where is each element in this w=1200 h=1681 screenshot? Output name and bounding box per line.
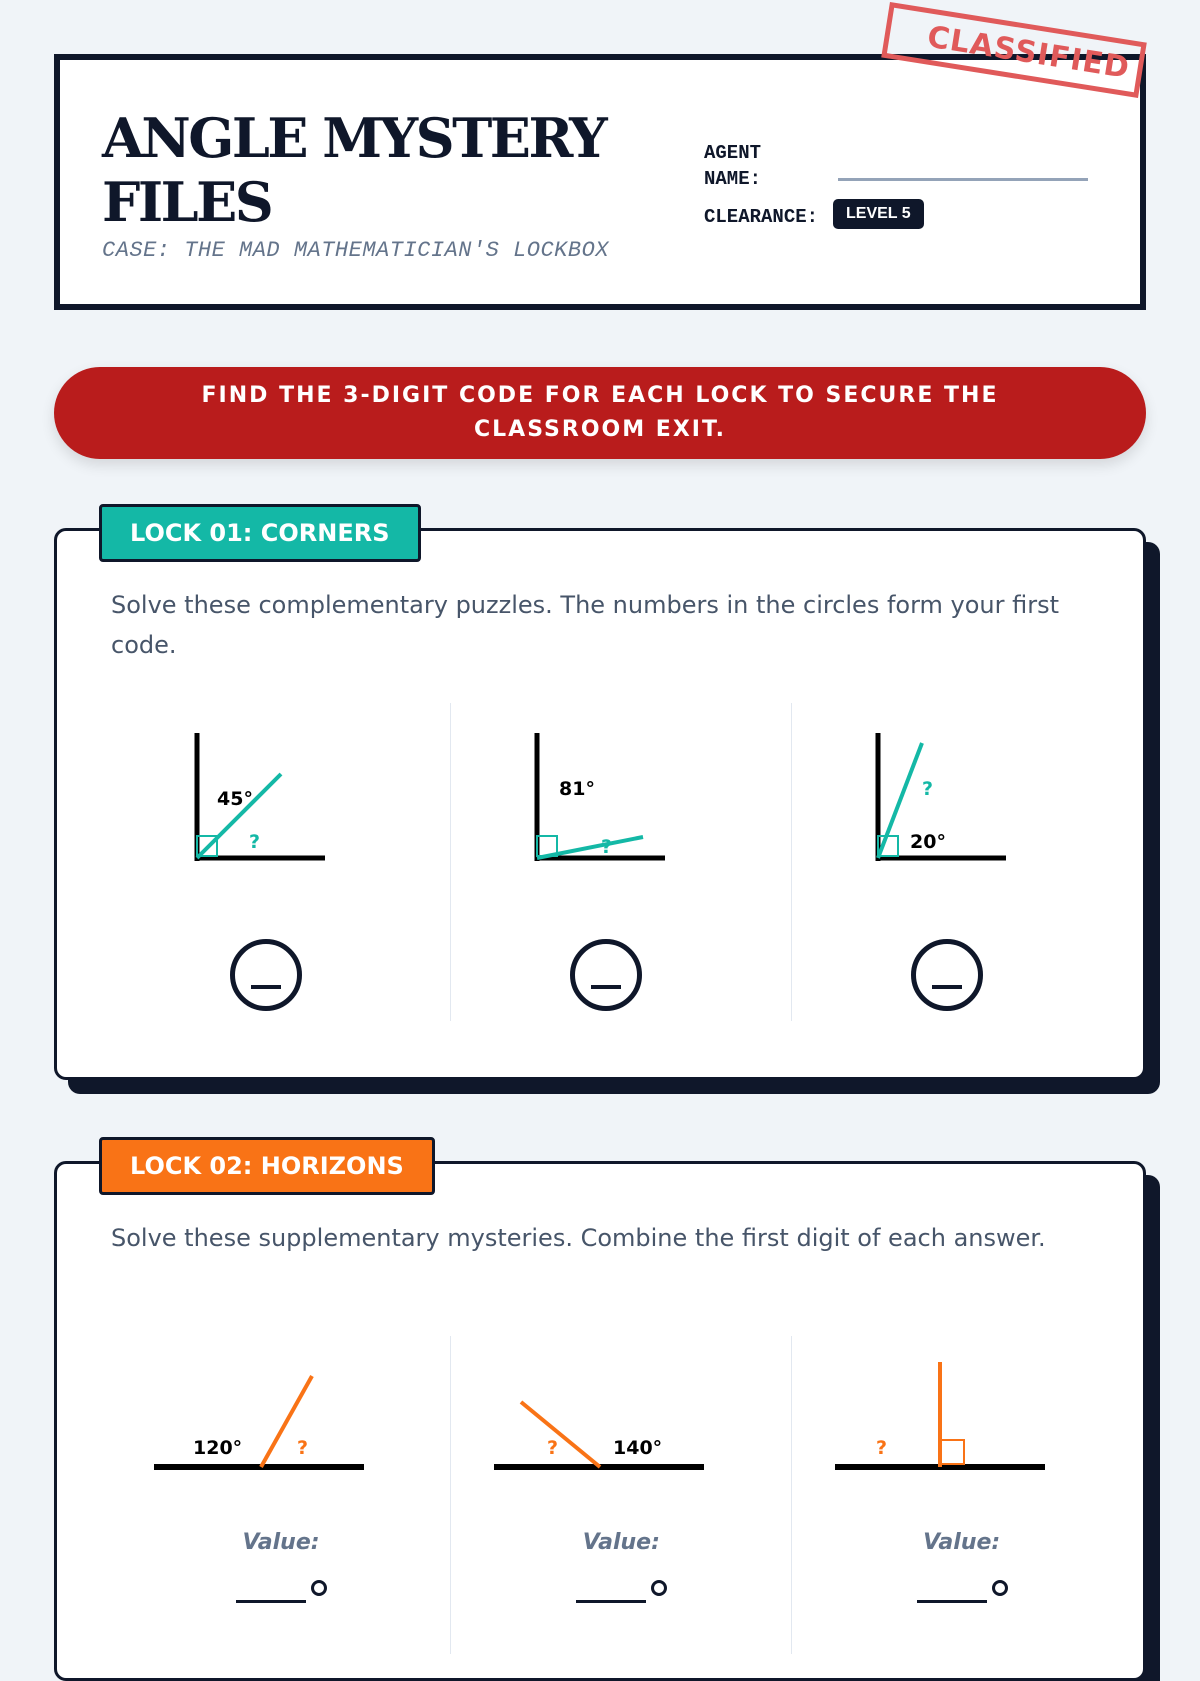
answer-blank	[932, 985, 962, 989]
value-label: Value:	[923, 1530, 1001, 1555]
supplementary-puzzle-3	[791, 1336, 1131, 1654]
clearance-level-badge: LEVEL 5	[833, 199, 924, 229]
supplementary-puzzle-2	[450, 1336, 790, 1654]
given-angle-label: 140°	[613, 1437, 663, 1459]
answer-circle-1[interactable]	[230, 939, 302, 1011]
given-angle-label: 45°	[217, 788, 253, 810]
line-diagram-3	[792, 1336, 1132, 1526]
lock-02-card	[54, 1152, 1146, 1681]
classified-stamp: CLASSIFIED	[881, 2, 1147, 98]
agent-name-field[interactable]	[838, 178, 1088, 181]
mission-banner: FIND THE 3-DIGIT CODE FOR EACH LOCK TO SECURE THE CLASSROOM EXIT.	[54, 367, 1146, 459]
degree-symbol-icon	[311, 1580, 327, 1596]
supplementary-puzzle-1	[111, 1336, 450, 1654]
unknown-angle-label: ?	[875, 1437, 887, 1459]
lock-02-puzzles	[111, 1336, 1131, 1654]
unknown-angle-label: ?	[297, 1437, 309, 1459]
unknown-angle-label: ?	[921, 778, 933, 800]
given-angle-label: 81°	[559, 778, 596, 800]
angle-diagram-2	[451, 703, 791, 933]
lock-01-card	[54, 519, 1146, 1080]
case-subtitle: CASE: THE MAD MATHEMATICIAN'S LOCKBOX	[102, 238, 609, 263]
agent-name-label: AGENT NAME:	[704, 142, 762, 190]
unknown-angle-label: ?	[547, 1437, 559, 1459]
given-angle-label: 120°	[193, 1437, 243, 1459]
value-answer-blank[interactable]	[917, 1600, 987, 1603]
value-label: Value:	[242, 1530, 320, 1555]
angle-diagram-1	[111, 703, 451, 933]
line-diagram-1	[111, 1336, 451, 1526]
answer-blank	[251, 985, 281, 989]
given-angle-label: 20°	[909, 831, 946, 853]
lock-01-puzzles	[111, 703, 1131, 1021]
angle-diagram-3	[792, 703, 1132, 933]
answer-circle-2[interactable]	[570, 939, 642, 1011]
page-title: ANGLE MYSTERY FILES	[102, 106, 606, 234]
value-answer-blank[interactable]	[236, 1600, 306, 1603]
case-header	[54, 19, 1146, 310]
complementary-puzzle-1	[111, 703, 450, 1021]
lock-01-tab: LOCK 01: CORNERS	[99, 504, 421, 562]
lock-01-description: Solve these complementary puzzles. The numbers in the circles form your first code.	[111, 591, 1060, 659]
complementary-puzzle-3	[791, 703, 1131, 1021]
answer-circle-3[interactable]	[911, 939, 983, 1011]
unknown-angle-label: ?	[249, 831, 261, 853]
lock-02-tab: LOCK 02: HORIZONS	[99, 1137, 435, 1195]
degree-symbol-icon	[651, 1580, 667, 1596]
degree-symbol-icon	[992, 1580, 1008, 1596]
unknown-angle-label: ?	[601, 836, 613, 858]
line-diagram-2	[451, 1336, 791, 1526]
answer-blank	[591, 985, 621, 989]
clearance-label: CLEARANCE:	[704, 206, 819, 228]
value-answer-blank[interactable]	[576, 1600, 646, 1603]
complementary-puzzle-2	[450, 703, 790, 1021]
value-label: Value:	[582, 1530, 660, 1555]
lock-02-description: Solve these supplementary mysteries. Combine the first digit of each answer.	[111, 1224, 1046, 1252]
